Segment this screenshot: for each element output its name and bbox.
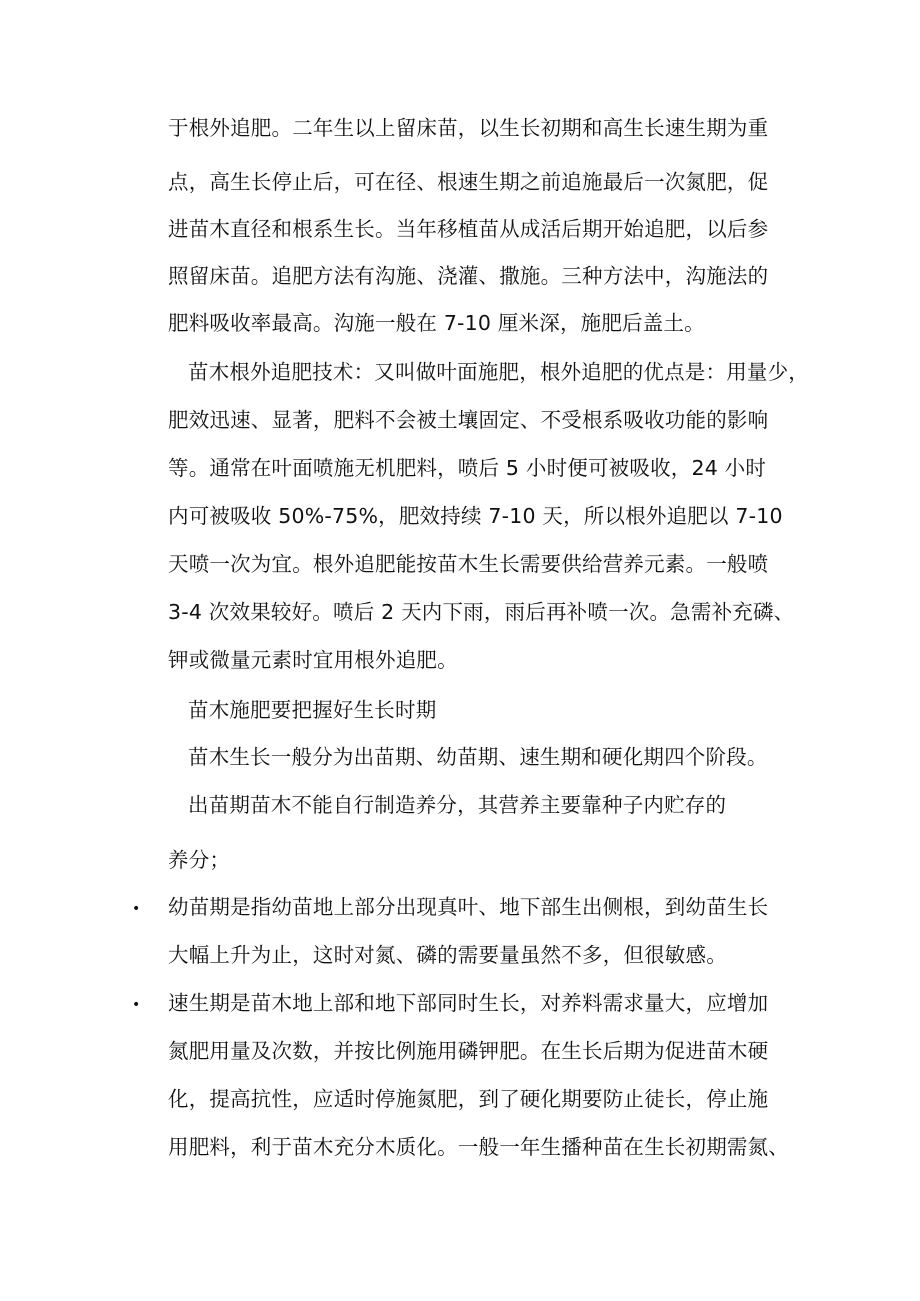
text-line: 肥料吸收率最高。沟施一般在 7-10 厘米深，施肥后盖土。 [168,311,705,335]
list-item-line: 速生期是苗木地上部和地下部同时生长，对养料需求量大，应增加 [168,991,769,1015]
text-line: 于根外追肥。二年生以上留床苗，以生长初期和高生长速生期为重 [168,116,769,140]
text-line: 氮肥用量及次数，并按比例施用磷钾肥。在生长后期为促进苗木硬 [168,1039,769,1063]
bullet-marker: • [132,997,141,1013]
text-line: 进苗木直径和根系生长。当年移植苗从成活后期开始追肥，以后参 [168,217,769,241]
text-line: 化，提高抗性，应适时停施氮肥，到了硬化期要防止徒长，停止施 [168,1087,769,1111]
list-item-line: 幼苗期是指幼苗地上部分出现真叶、地下部生出侧根，到幼苗生长 [168,895,769,919]
paragraph-first-line: 苗木根外追肥技术：又叫做叶面施肥，根外追肥的优点是：用量少， [188,360,809,384]
text-line: 天喷一次为宜。根外追肥能按苗木生长需要供给营养元素。一般喷 [168,552,769,576]
text-line: 养分； [168,848,231,872]
text-line: 点，高生长停止后，可在径、根速生期之前追施最后一次氮肥，促 [168,170,769,194]
text-line: 用肥料，利于苗木充分木质化。一般一年生播种苗在生长初期需氮、 [168,1135,789,1159]
section-heading: 苗木施肥要把握好生长时期 [188,698,437,722]
text-line: 等。通常在叶面喷施无机肥料，喷后 5 小时便可被吸收，24 小时 [168,456,767,480]
paragraph-first-line: 出苗期苗木不能自行制造养分，其营养主要靠种子内贮存的 [188,793,727,817]
text-line: 肥效迅速、显著，肥料不会被土壤固定、不受根系吸收功能的影响 [168,408,769,432]
text-line: 大幅上升为止，这时对氮、磷的需要量虽然不多，但很敏感。 [168,943,727,967]
text-line: 照留床苗。追肥方法有沟施、浇灌、撒施。三种方法中，沟施法的 [168,264,769,288]
text-line: 钾或微量元素时宜用根外追肥。 [168,648,458,672]
text-line: 内可被吸收 50%-75%，肥效持续 7-10 天，所以根外追肥以 7-10 [168,504,783,528]
paragraph-first-line: 苗木生长一般分为出苗期、幼苗期、速生期和硬化期四个阶段。 [188,745,768,769]
text-line: 3-4 次效果较好。喷后 2 天内下雨，雨后再补喷一次。急需补充磷、 [168,600,795,624]
bullet-marker: • [132,901,141,917]
